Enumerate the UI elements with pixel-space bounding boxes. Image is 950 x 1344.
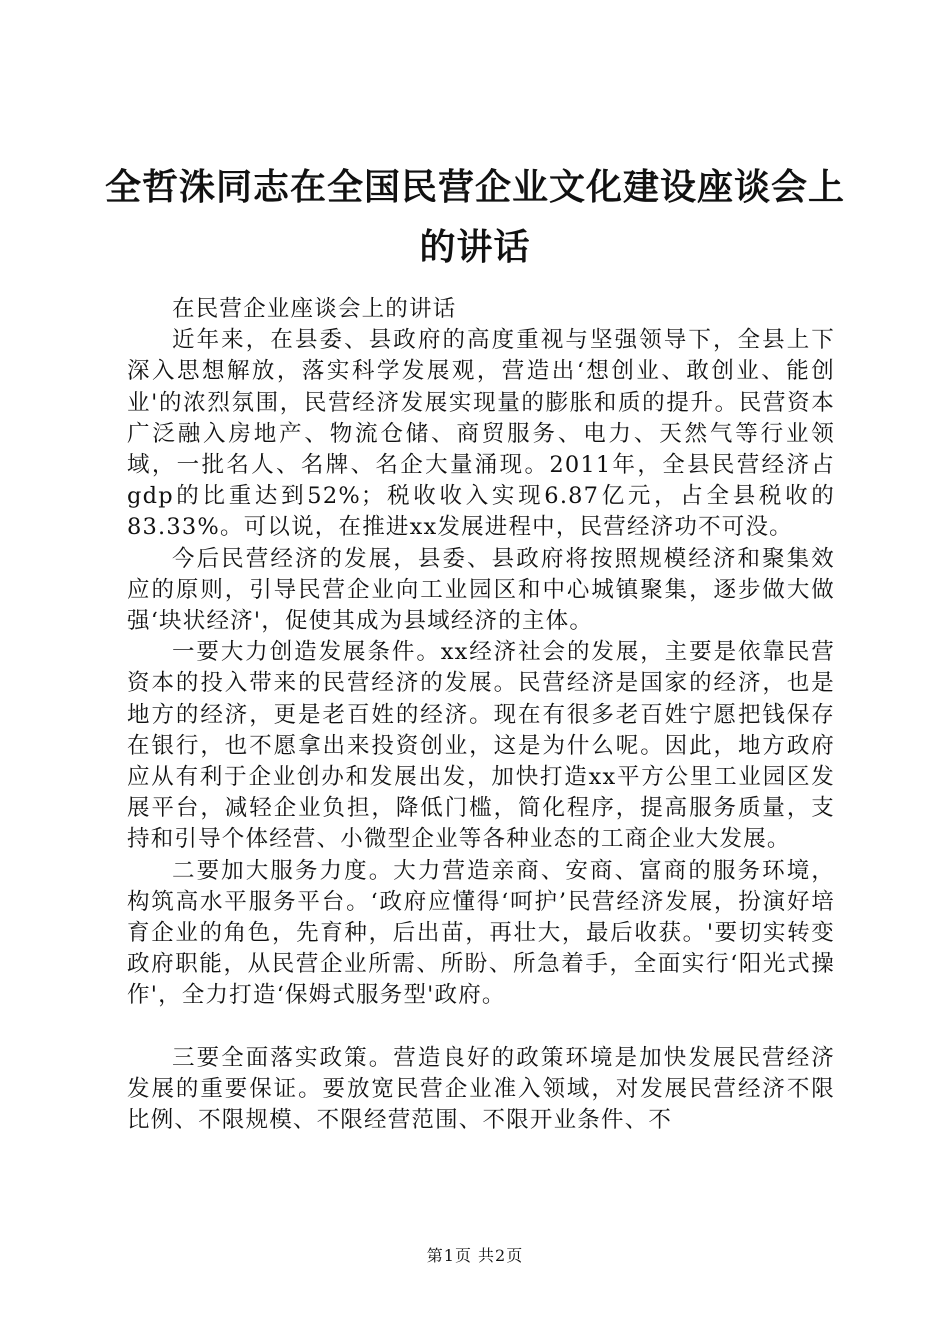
paragraph-intro: 近年来，在县委、县政府的高度重视与坚强领导下，全县上下深入思想解放，落实科学发展观，营造出‘想创业、敢创业、能创业'的浓烈氛围，民营经济发展实现量的膨胀和质的提升。民营资本广泛融入房地产、物流仓储、商贸服务、电力、天然气等行业领域，一批名人、名牌、名企大量涌现。2011年，全县民营经济占gdp的比重达到52%；税收收入实现6.87亿元，占全县税收的83.33%。可以说，在推进xx发展进程中，民营经济功不可没。 (127, 327, 835, 541)
paragraph-point-two: 二要加大服务力度。大力营造亲商、安商、富商的服务环境，构筑高水平服务平台。‘政府应懂得‘呵护’民营经济发展，扮演好培育企业的角色，先育种，后出苗，再壮大，最后收获。'要切实转变政府职能，从民营企业所需、所盼、所急着手，全面实行‘阳光式操作'，全力打造‘保姆式服务型'政府。 (127, 857, 835, 1009)
paragraph-point-one: 一要大力创造发展条件。xx经济社会的发展，主要是依靠民营资本的投入带来的民营经济的发展。民营经济是国家的经济，也是地方的经济，更是老百姓的经济。现在有很多老百姓宁愿把钱保存在银行，也不愿拿出来投资创业，这是为什么呢。因此，地方政府应从有利于企业创办和发展出发，加快打造xx平方公里工业园区发展平台，减轻企业负担，降低门槛，简化程序，提高服务质量，支持和引导个体经营、小微型企业等各种业态的工商企业大发展。 (127, 639, 835, 853)
paragraph-outlook: 今后民营经济的发展，县委、县政府将按照规模经济和聚集效应的原则，引导民营企业向工业园区和中心城镇聚集，逐步做大做强‘块状经济'，促使其成为县域经济的主体。 (127, 545, 835, 635)
document-body (127, 294, 835, 1136)
paragraph-subtitle: 在民营企业座谈会上的讲话 (172, 296, 457, 322)
paragraph-point-three: 三要全面落实政策。营造良好的政策环境是加快发展民营经济发展的重要保证。要放宽民营企业准入领域，对发展民营经济不限比例、不限规模、不限经营范围、不限开业条件、不 (127, 1044, 835, 1134)
page-footer: 第1页 共2页 (426, 1246, 524, 1265)
document-title: 全哲洙同志在全国民营企业文化建设座谈会上的讲话 (104, 167, 845, 268)
